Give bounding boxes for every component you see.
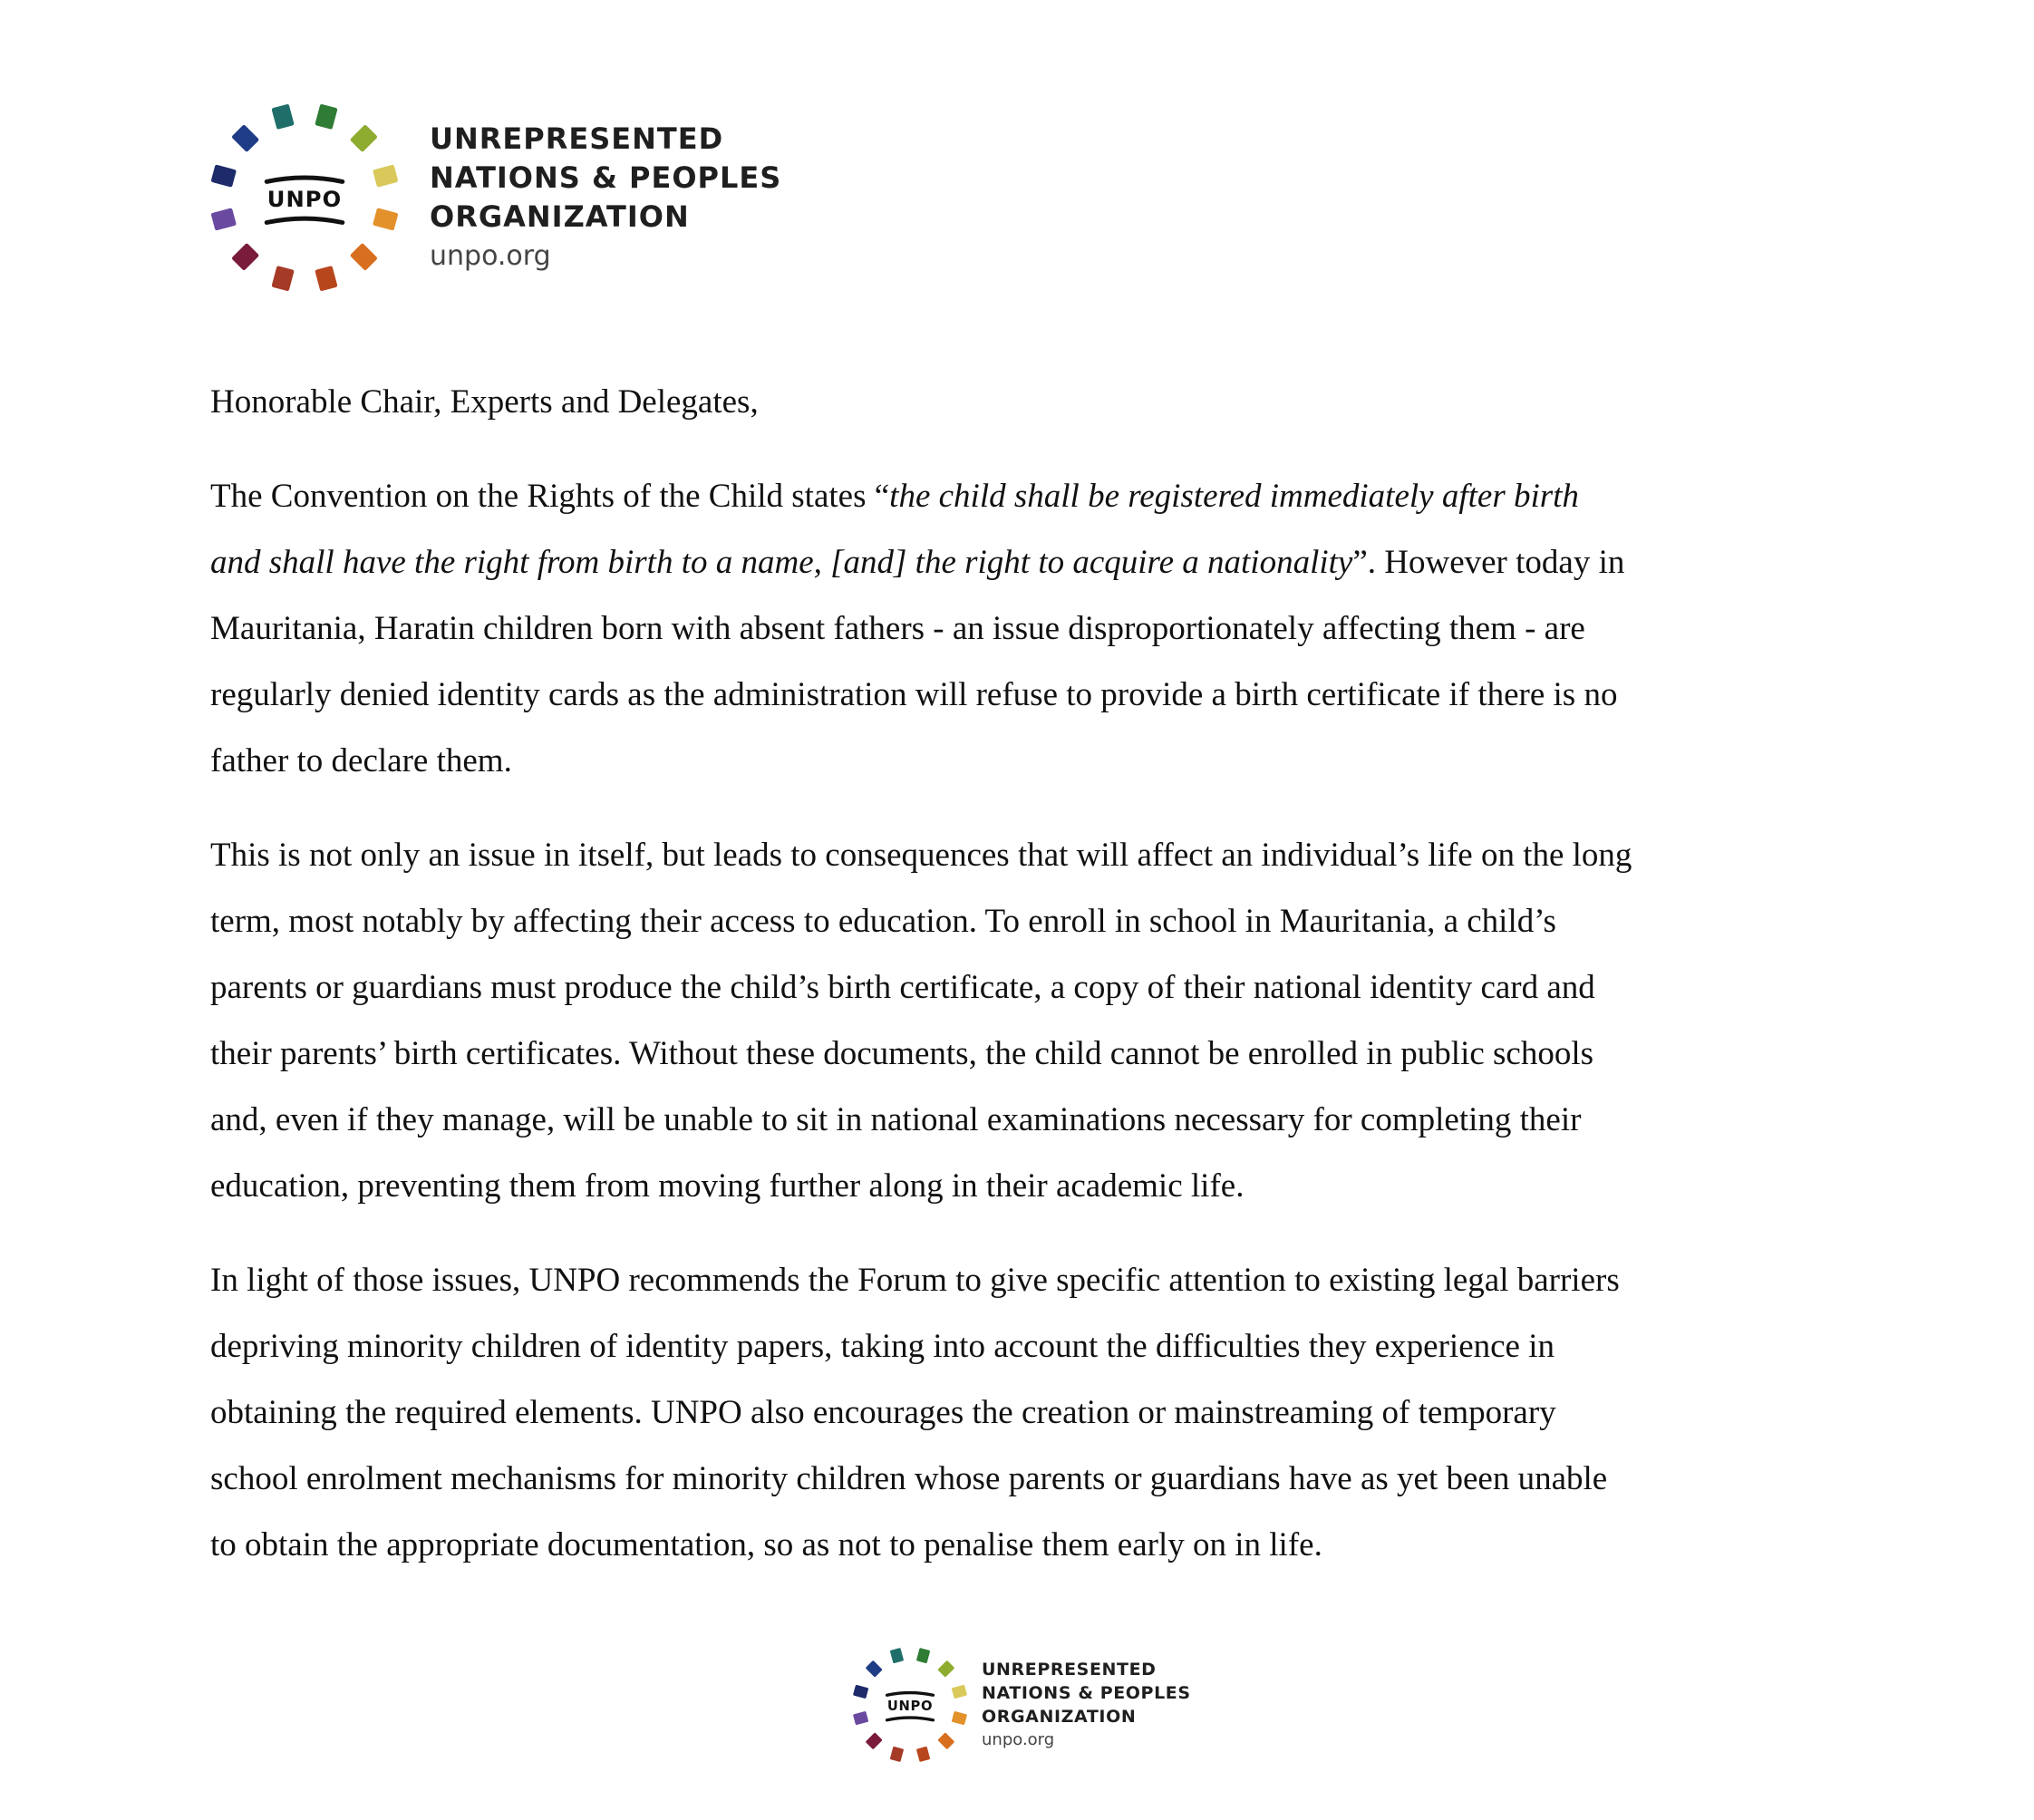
logo-ring-segment (890, 1648, 904, 1663)
logo-ring-segment (210, 208, 237, 230)
paragraph-line (210, 1247, 1842, 1313)
text-segment: to obtain the appropriate documentation, so as not to penalise them early on in life. (210, 1526, 1322, 1563)
logo-mark-text: UNPO (266, 186, 343, 212)
quoted-text: the child shall be registered immediately after birth (889, 478, 1579, 515)
paragraph-2 (210, 822, 1842, 1219)
text-segment: father to declare them. (210, 742, 512, 779)
logo-line-2: NATIONS & PEOPLES (982, 1683, 1191, 1703)
unpo-logo-mark (205, 98, 404, 297)
logo-ring-segment (271, 103, 294, 130)
logo-ring-segment (271, 266, 294, 292)
unpo-header-logo (205, 98, 781, 297)
text-segment: This is not only an issue in itself, but leads to consequences that will affect an individual’s life on the long (210, 837, 1632, 874)
text-segment: regularly denied identity cards as the administration will refuse to provide a birth certificate if there is no (210, 676, 1618, 713)
logo-wordmark-small (982, 1658, 1191, 1752)
unpo-footer-logo (849, 1644, 1191, 1766)
statement-body (210, 370, 1842, 1578)
logo-site: unpo.org (982, 1730, 1055, 1749)
paragraph-line (210, 1021, 1842, 1087)
text-segment: and, even if they manage, will be unable to sit in national examinations necessary for completing their (210, 1101, 1582, 1138)
paragraph-line (210, 1512, 1842, 1578)
logo-ring-segment (952, 1685, 967, 1699)
logo-mark-text: UNPO (886, 1699, 934, 1715)
text-segment: depriving minority children of identity papers, taking into account the difficulties they experience in (210, 1328, 1555, 1365)
paragraph-1 (210, 463, 1842, 794)
logo-ring-segment (916, 1648, 930, 1663)
paragraph-line (210, 1087, 1842, 1153)
quoted-text: and shall have the right from birth to a name, [and] the right to acquire a nationality (210, 544, 1353, 581)
logo-ring-segment (373, 208, 399, 230)
paragraph-line (210, 822, 1842, 888)
text-segment: obtaining the required elements. UNPO also encourages the creation or mainstreaming of temporary (210, 1394, 1556, 1431)
logo-ring-segment (231, 124, 259, 152)
paragraph-line (210, 728, 1842, 794)
paragraph-line (210, 954, 1842, 1021)
logo-ring-segment (210, 164, 237, 187)
logo-ring-segment (315, 103, 337, 130)
logo-ring-segment (866, 1732, 883, 1749)
logo-line-1: UNREPRESENTED (982, 1660, 1157, 1680)
text-segment: term, most notably by affecting their access to education. To enroll in school in Mauritania, a child’s (210, 903, 1556, 940)
paragraphs (210, 463, 1842, 1578)
paragraph-line (210, 1153, 1842, 1219)
text-segment: parents or guardians must produce the child’s birth certificate, a copy of their national identity card and (210, 969, 1595, 1006)
logo-ring-segment (890, 1747, 904, 1762)
paragraph-3 (210, 1247, 1842, 1578)
logo-site: unpo.org (430, 239, 551, 272)
logo-ring-segment (937, 1732, 954, 1749)
logo-ring-segment (853, 1711, 868, 1725)
paragraph-line (210, 463, 1842, 529)
logo-ring-segment (853, 1685, 868, 1699)
text-segment: In light of those issues, UNPO recommends the Forum to give specific attention to existing legal barriers (210, 1262, 1620, 1299)
logo-ring-segment (952, 1711, 967, 1725)
paragraph-line (210, 529, 1842, 595)
paragraph-line (210, 1446, 1842, 1512)
text-segment: The Convention on the Rights of the Child states “ (210, 478, 890, 515)
logo-ring-segment (350, 243, 378, 271)
unpo-logo-mark-small (849, 1644, 971, 1766)
text-segment: Mauritania, Haratin children born with absent fathers - an issue disproportionately affecting them - are (210, 610, 1585, 647)
paragraph-line (210, 1313, 1842, 1380)
text-segment: ”. However today in (1352, 544, 1625, 581)
text-segment: education, preventing them from moving further along in their academic life. (210, 1167, 1245, 1205)
text-segment: their parents’ birth certificates. Without these documents, the child cannot be enrolled in public schools (210, 1035, 1594, 1072)
logo-wordmark (430, 120, 781, 276)
logo-ring-segment (350, 124, 378, 152)
logo-ring-segment (916, 1747, 930, 1762)
paragraph-line (210, 595, 1842, 662)
logo-ring-segment (866, 1660, 883, 1678)
logo-ring-segment (231, 243, 259, 271)
logo-line-3: ORGANIZATION (982, 1707, 1137, 1727)
logo-ring-segment (373, 164, 399, 187)
text-segment: school enrolment mechanisms for minority children whose parents or guardians have as yet been unable (210, 1460, 1608, 1497)
paragraph-line (210, 1380, 1842, 1446)
logo-ring-segment (315, 266, 337, 292)
logo-line-2: NATIONS & PEOPLES (430, 160, 782, 195)
salutation: Honorable Chair, Experts and Delegates, (210, 383, 759, 421)
paragraph-line (210, 662, 1842, 728)
logo-ring-segment (937, 1660, 954, 1678)
paragraph-line (210, 888, 1842, 954)
logo-line-1: UNREPRESENTED (430, 121, 724, 156)
logo-line-3: ORGANIZATION (430, 198, 690, 234)
